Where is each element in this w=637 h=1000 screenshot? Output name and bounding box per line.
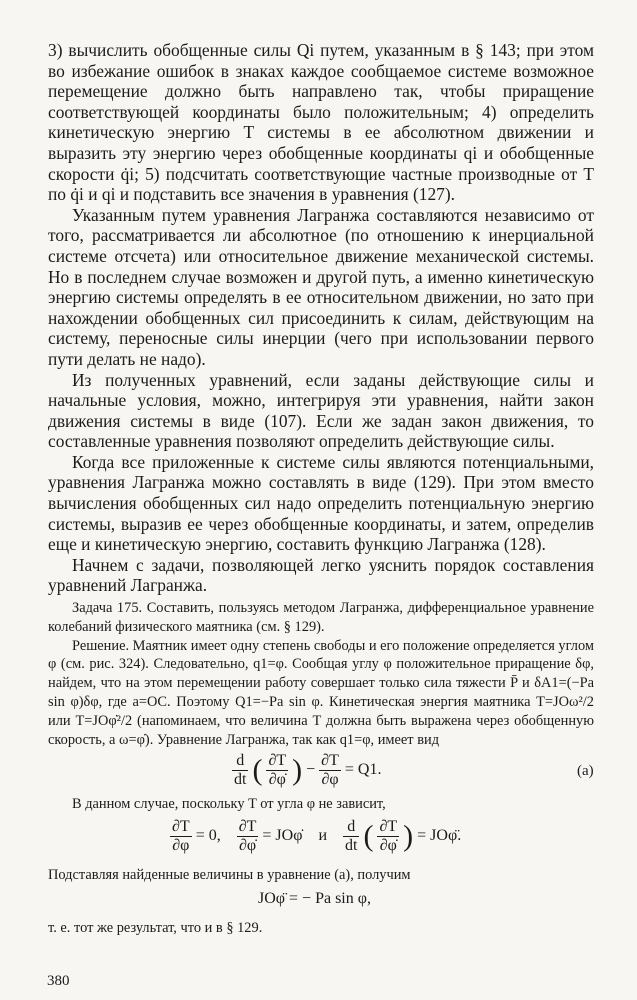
paragraph-3: Из полученных уравнений, если заданы действующие силы и начальные условия, можно, интегрируя эти уравнения, найти закон движения системы в виде (107). Если же задан закон движения, то составленные уравнения позволяют определить действующие силы. [48, 369, 594, 452]
page-number: 380 [47, 973, 70, 989]
frac-dT-dphi: $\frac{\partial T}{\partial\varphi}$ [321, 752, 339, 788]
line-subst: Подставляя найденные величины в уравнение (а), получим [48, 867, 411, 883]
derivative-equations: $\frac{\partial T}{\partial\varphi}$ = 0, $\frac{\partial T}{\partial\varphi̇}$ = JOφ̇ и $\frac{d}{dt}$ ( $\frac{\partial T}{\partial\varphi̇}$ ) = JOφ̈. [172, 818, 462, 854]
paragraph-4: Когда все приложенные к системе силы являются потенциальными, уравнения Лагранжа можно составлять в виде (129). При этом вместо вычисления обобщенных сил надо определить потенциальную энергию системы, выразив ее через обобщенные координаты, и затем, определив еще и кинетическую энергию, составить функцию Лагранжа (128). [48, 451, 594, 555]
line-case: В данном случае, поскольку T от угла φ не зависит, [72, 796, 386, 812]
eq-a-rhs: = Q1. [344, 761, 382, 779]
result-equation: JOφ̈ = − Pa sin φ, [258, 890, 371, 907]
problem-block [48, 599, 594, 749]
paragraph-1: 3) вычислить обобщенные силы Qi путем, указанным в § 143; при этом во избежание ошибок в знаках каждое сообщаемое системе возможное перемещение должно быть направлено так, чтобы приращение соответствующей координаты было положительным; 4) определить кинетическую энергию T системы в ее абсолютном движении и выразить эту энергию через обобщенные координаты qi и обобщенные скорости q̇i; 5) подсчитать соответствующие частные производные от T по q̇i и qi и подставить все значения в уравнения (127). [48, 40, 594, 205]
problem-statement: Задача 175. Составить, пользуясь методом Лагранжа, дифференциальное уравнение колебаний физического маятника (см. § 129). [48, 600, 594, 635]
line-result: т. е. тот же результат, что и в § 129. [48, 920, 263, 936]
lagrange-equation: $\frac{d}{dt}$ ( $\frac{\partial T}{\partial\varphi̇}$ ) − $\frac{\partial T}{\partial\varphi}$ = Q1. [234, 752, 382, 788]
frac-dT-dphidot: $\frac{\partial T}{\partial\varphi̇}$ [268, 752, 287, 788]
main-text [48, 40, 594, 596]
problem-solution: Решение. Маятник имеет одну степень свободы и его положение определяется углом φ (см. рис. 324). Следовательно, q1=φ. Сообщая углу φ положительное приращение δφ, найдем, что на этом перемещении работу совершает только сила тяжести P̄ и δA1=(−Pa sin φ)δφ, где a=OC. Поэтому Q1=−Pa sin φ. Кинетическая энергия маятника T=JOω²/2 или T=JOφ̇²/2 (напоминаем, что величина T должна быть выражена через обобщенную скорость, а ω=φ̇). Уравнение Лагранжа, так как q1=φ, имеет вид [48, 637, 594, 748]
paragraph-2: Указанным путем уравнения Лагранжа составляются независимо от того, рассматривается ли абсолютное (по отношению к инерциальной системе отсчета) или относительное движение механической системы. Но в последнем случае возможен и другой путь, а именно кинетическую энергию системы определять в ее относительном движении, но зато при нахождении обобщенных сил присоединить к силам, действующим на систему, переносные силы инерции (чего при использовании первого пути делать не надо). [48, 204, 594, 369]
paragraph-5: Начнем с задачи, позволяющей легко уяснить порядок составления уравнений Лагранжа. [48, 554, 594, 596]
eq-a-label: (a) [577, 763, 594, 779]
frac-d-dt: $\frac{d}{dt}$ [234, 752, 247, 788]
